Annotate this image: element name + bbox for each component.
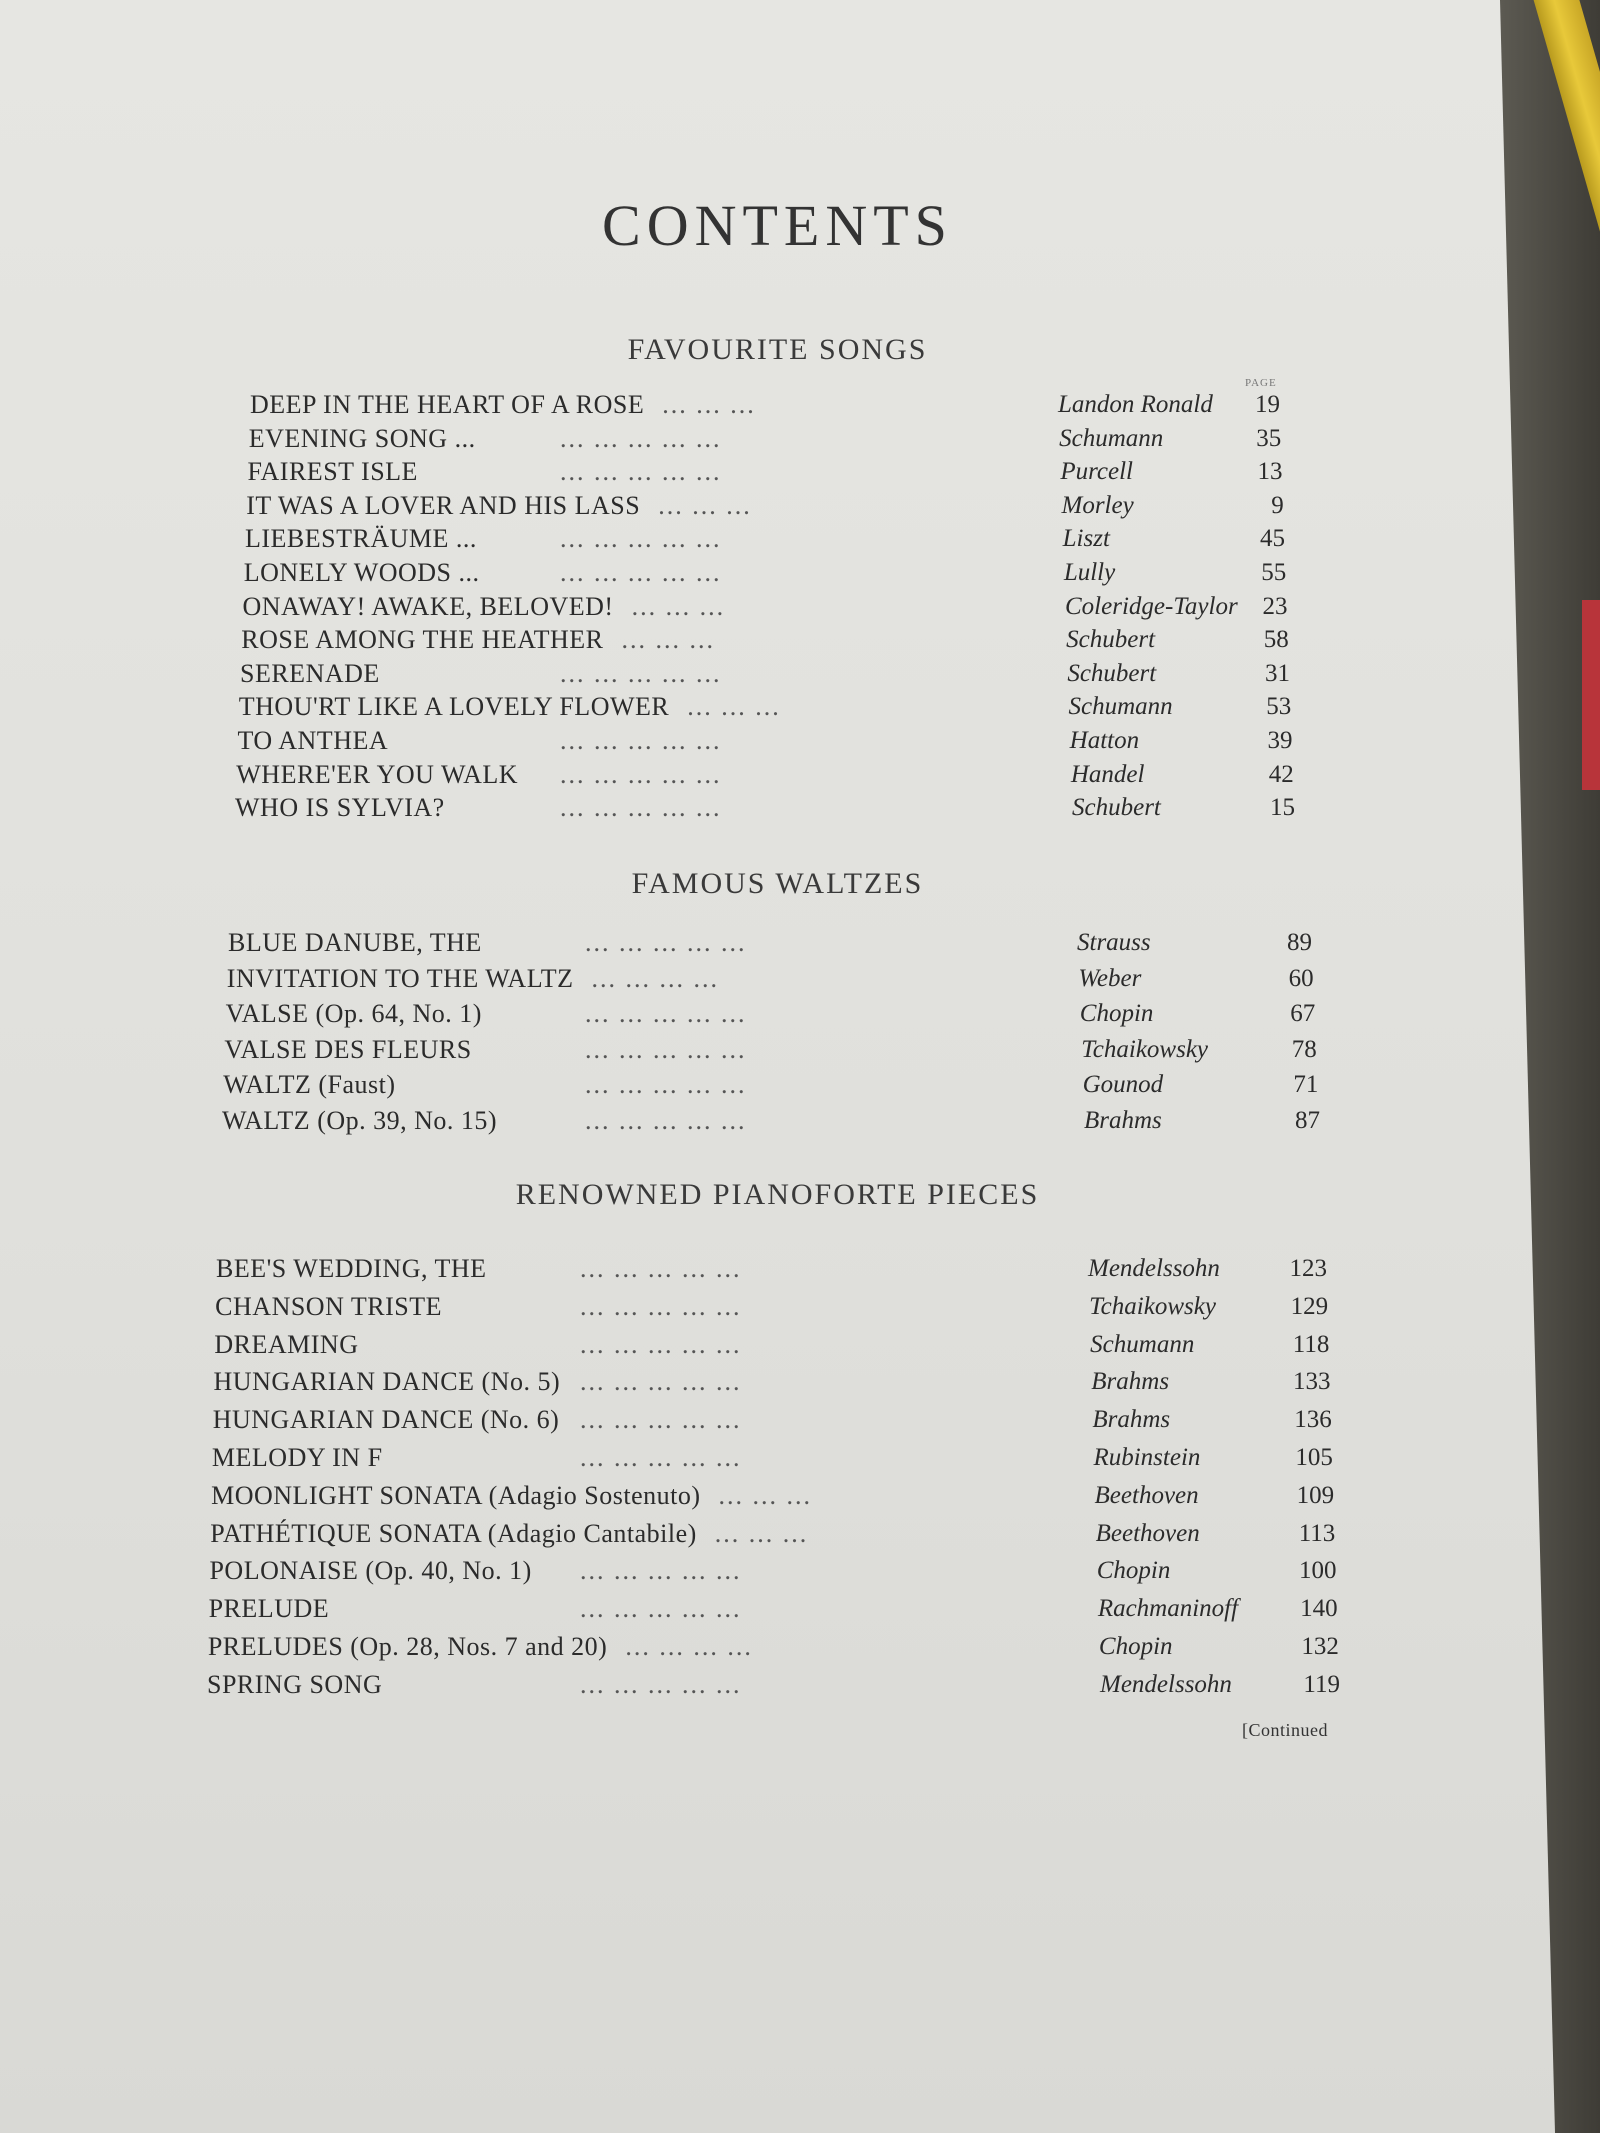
section-heading-pianoforte: RENOWNED PIANOFORTE PIECES xyxy=(515,1178,1040,1211)
entry-title: MELODY IN F xyxy=(211,1442,383,1472)
toc-entry xyxy=(0,1515,1555,1553)
entry-page-number: 60 xyxy=(1288,964,1314,992)
entry-composer: Hatton xyxy=(1069,726,1140,754)
section-heading-waltzes: FAMOUS WALTZES xyxy=(631,867,924,900)
entry-page-number: 45 xyxy=(1260,525,1285,553)
toc-entry xyxy=(0,556,1555,590)
leader-dots: ... ... ... ... ... xyxy=(585,1034,747,1064)
toc-entry xyxy=(0,1363,1555,1401)
leader-dots: ... ... ... xyxy=(718,1480,813,1510)
entry-title: HUNGARIAN DANCE (No. 5) xyxy=(213,1367,561,1397)
entry-page-number: 9 xyxy=(1271,491,1284,519)
entry-title: INVITATION TO THE WALTZ xyxy=(226,963,574,993)
leader-dots: ... ... ... ... ... xyxy=(580,1291,742,1321)
entry-composer: Purcell xyxy=(1060,458,1133,486)
entry-page-number: 123 xyxy=(1289,1255,1327,1282)
leader-dots: ... ... ... ... ... xyxy=(560,793,722,823)
entry-title: LONELY WOODS ... xyxy=(243,557,480,587)
entry-composer: Chopin xyxy=(1096,1557,1171,1585)
entry-page-number: 39 xyxy=(1267,726,1293,754)
entry-composer: Tchaikowsky xyxy=(1089,1292,1216,1320)
toc-entry xyxy=(0,996,1555,1032)
leader-dots: ... ... ... ... ... xyxy=(580,1442,742,1472)
entry-page-number: 55 xyxy=(1261,558,1287,586)
entry-title: ROSE AMONG THE HEATHER xyxy=(241,625,604,655)
leader-dots: ... ... ... ... xyxy=(625,1631,753,1661)
leader-dots: ... ... ... xyxy=(658,490,752,520)
entry-page-number: 118 xyxy=(1292,1330,1330,1358)
entry-composer: Tchaikowsky xyxy=(1081,1035,1209,1063)
entry-title: PATHÉTIQUE SONATA (Adagio Cantabile) xyxy=(210,1518,697,1548)
entry-title: HUNGARIAN DANCE (No. 6) xyxy=(212,1405,560,1435)
entry-title: BLUE DANUBE, THE xyxy=(228,928,482,957)
entry-page-number: 87 xyxy=(1295,1106,1320,1134)
leader-dots: ... ... ... ... ... xyxy=(560,759,722,789)
leader-dots: ... ... ... ... ... xyxy=(585,928,747,957)
entry-page-number: 23 xyxy=(1262,592,1288,620)
entry-composer: Handel xyxy=(1070,760,1145,788)
entry-title: VALSE (Op. 64, No. 1) xyxy=(225,999,482,1028)
continued-note: [Continued xyxy=(1242,1720,1328,1740)
entry-title: SERENADE xyxy=(240,658,380,688)
toc-entry xyxy=(0,422,1555,456)
page-title: CONTENTS xyxy=(602,193,953,258)
entry-composer: Schubert xyxy=(1066,626,1156,654)
entry-page-number: 140 xyxy=(1300,1595,1338,1623)
entry-composer: Schumann xyxy=(1068,693,1173,721)
entry-composer: Schumann xyxy=(1090,1330,1195,1358)
leader-dots: ... ... ... ... ... xyxy=(560,557,722,587)
entry-composer: Schumann xyxy=(1059,424,1164,452)
toc-entry xyxy=(0,724,1555,758)
entry-composer: Liszt xyxy=(1062,525,1110,553)
leader-dots: ... ... ... xyxy=(621,625,716,655)
entry-page-number: 53 xyxy=(1266,693,1292,721)
leader-dots: ... ... ... ... ... xyxy=(585,999,747,1028)
leader-dots: ... ... ... ... xyxy=(591,963,719,993)
entry-title: POLONAISE (Op. 40, No. 1) xyxy=(209,1556,532,1586)
entry-title: PRELUDES (Op. 28, Nos. 7 and 20) xyxy=(207,1631,608,1661)
entry-page-number: 105 xyxy=(1295,1443,1333,1471)
toc-entry xyxy=(0,1666,1555,1704)
leader-dots: ... ... ... xyxy=(687,692,781,722)
leader-dots: ... ... ... xyxy=(662,390,756,419)
entry-page-number: 15 xyxy=(1270,794,1295,822)
toc-entry xyxy=(0,1288,1555,1326)
toc-entry xyxy=(0,1103,1555,1139)
toc-entry xyxy=(0,388,1555,422)
entry-title: THOU'RT LIKE A LOVELY FLOWER xyxy=(238,692,670,722)
leader-dots: ... ... ... ... ... xyxy=(580,1594,742,1624)
entry-composer: Schubert xyxy=(1067,659,1157,687)
entry-title: SPRING SONG xyxy=(207,1669,383,1699)
entry-page-number: 35 xyxy=(1256,424,1282,452)
page-column-label: PAGE xyxy=(1245,377,1277,389)
entry-composer: Mendelssohn xyxy=(1088,1255,1220,1282)
toc-entry xyxy=(0,657,1555,691)
entry-composer: Strauss xyxy=(1077,929,1151,956)
toc-entry xyxy=(0,791,1555,825)
entry-page-number: 113 xyxy=(1298,1519,1336,1547)
entry-composer: Chopin xyxy=(1098,1632,1173,1660)
entry-title: MOONLIGHT SONATA (Adagio Sostenuto) xyxy=(211,1480,701,1510)
entry-composer: Rubinstein xyxy=(1093,1443,1201,1471)
entry-composer: Morley xyxy=(1061,491,1134,519)
leader-dots: ... ... ... ... ... xyxy=(580,1669,742,1699)
entry-title: VALSE DES FLEURS xyxy=(224,1034,472,1064)
entry-composer: Landon Ronald xyxy=(1058,391,1213,418)
toc-entry xyxy=(0,1628,1555,1666)
toc-entry xyxy=(0,1250,1555,1288)
entry-page-number: 13 xyxy=(1257,458,1283,486)
toc-entry xyxy=(0,1477,1555,1515)
entry-page-number: 100 xyxy=(1298,1557,1337,1585)
toc-entry xyxy=(0,590,1555,624)
entry-title: WALTZ (Op. 39, No. 15) xyxy=(222,1105,498,1135)
toc-entry xyxy=(0,961,1555,997)
entry-page-number: 71 xyxy=(1293,1071,1319,1098)
entry-composer: Chopin xyxy=(1079,1000,1154,1027)
entry-title: FAIREST ISLE xyxy=(247,457,418,487)
entry-composer: Brahms xyxy=(1091,1368,1170,1396)
toc-entry xyxy=(0,1552,1555,1590)
entry-composer: Beethoven xyxy=(1094,1481,1199,1509)
leader-dots: ... ... ... ... ... xyxy=(580,1367,742,1397)
entry-page-number: 89 xyxy=(1287,929,1312,956)
entry-composer: Schubert xyxy=(1072,794,1161,822)
entry-title: IT WAS A LOVER AND HIS LASS xyxy=(246,490,641,520)
leader-dots: ... ... ... ... ... xyxy=(580,1254,742,1283)
entry-composer: Coleridge-Taylor xyxy=(1065,592,1238,620)
toc-entry xyxy=(0,1401,1555,1439)
entry-composer: Lully xyxy=(1063,558,1116,586)
section-favourite-songs xyxy=(0,388,1555,825)
toc-entry xyxy=(0,455,1555,489)
entry-title: WALTZ (Faust) xyxy=(223,1070,396,1099)
entry-composer: Brahms xyxy=(1084,1106,1162,1134)
toc-entry xyxy=(0,1439,1555,1477)
section-heading-songs: FAVOURITE SONGS xyxy=(627,333,928,366)
section-pianoforte-pieces xyxy=(0,1250,1555,1704)
leader-dots: ... ... ... ... ... xyxy=(580,1556,742,1586)
entry-composer: Gounod xyxy=(1082,1071,1164,1098)
leader-dots: ... ... ... ... ... xyxy=(585,1070,747,1099)
toc-entry xyxy=(0,1067,1555,1103)
entry-page-number: 19 xyxy=(1255,391,1280,418)
leader-dots: ... ... ... ... ... xyxy=(560,658,722,688)
book-edge-red xyxy=(1582,600,1600,790)
leader-dots: ... ... ... ... ... xyxy=(560,423,722,453)
toc-entry xyxy=(0,690,1555,724)
leader-dots: ... ... ... ... ... xyxy=(560,457,722,487)
entry-composer: Weber xyxy=(1078,964,1142,992)
leader-dots: ... ... ... ... ... xyxy=(580,1329,742,1359)
entry-title: PRELUDE xyxy=(208,1594,330,1624)
leader-dots: ... ... ... xyxy=(631,591,726,621)
entry-page-number: 78 xyxy=(1291,1035,1317,1063)
entry-title: CHANSON TRISTE xyxy=(215,1291,442,1321)
entry-page-number: 129 xyxy=(1290,1292,1329,1320)
entry-page-number: 133 xyxy=(1293,1368,1331,1396)
entry-title: DEEP IN THE HEART OF A ROSE xyxy=(250,390,645,419)
leader-dots: ... ... ... ... ... xyxy=(560,524,722,554)
entry-page-number: 42 xyxy=(1268,760,1294,788)
leader-dots: ... ... ... xyxy=(714,1518,809,1548)
entry-page-number: 136 xyxy=(1294,1406,1332,1434)
entry-title: WHO IS SYLVIA? xyxy=(235,793,445,823)
leader-dots: ... ... ... ... ... xyxy=(560,725,722,755)
toc-entry xyxy=(0,1326,1555,1364)
entry-composer: Rachmaninoff xyxy=(1097,1595,1239,1623)
toc-entry xyxy=(0,758,1555,792)
toc-entry xyxy=(0,925,1555,961)
entry-page-number: 31 xyxy=(1265,659,1290,687)
leader-dots: ... ... ... ... ... xyxy=(585,1105,747,1135)
toc-entry xyxy=(0,1590,1555,1628)
entry-page-number: 119 xyxy=(1303,1670,1340,1698)
entry-title: DREAMING xyxy=(214,1329,359,1359)
entry-title: ONAWAY! AWAKE, BELOVED! xyxy=(242,591,614,621)
entry-page-number: 58 xyxy=(1263,626,1289,654)
toc-entry xyxy=(0,623,1555,657)
entry-composer: Beethoven xyxy=(1095,1519,1200,1547)
entry-composer: Mendelssohn xyxy=(1100,1670,1232,1698)
entry-page-number: 67 xyxy=(1290,1000,1316,1027)
entry-title: TO ANTHEA xyxy=(237,725,389,755)
entry-page-number: 132 xyxy=(1301,1632,1339,1660)
entry-title: BEE'S WEDDING, THE xyxy=(216,1254,487,1283)
entry-title: EVENING SONG ... xyxy=(248,423,476,453)
toc-entry xyxy=(0,1032,1555,1068)
entry-page-number: 109 xyxy=(1296,1481,1335,1509)
toc-entry xyxy=(0,489,1555,523)
section-famous-waltzes xyxy=(0,925,1555,1138)
entry-title: WHERE'ER YOU WALK xyxy=(236,759,519,789)
leader-dots: ... ... ... ... ... xyxy=(580,1405,742,1435)
entry-title: LIEBESTRÄUME ... xyxy=(245,524,477,554)
entry-composer: Brahms xyxy=(1092,1406,1171,1434)
toc-entry xyxy=(0,522,1555,556)
